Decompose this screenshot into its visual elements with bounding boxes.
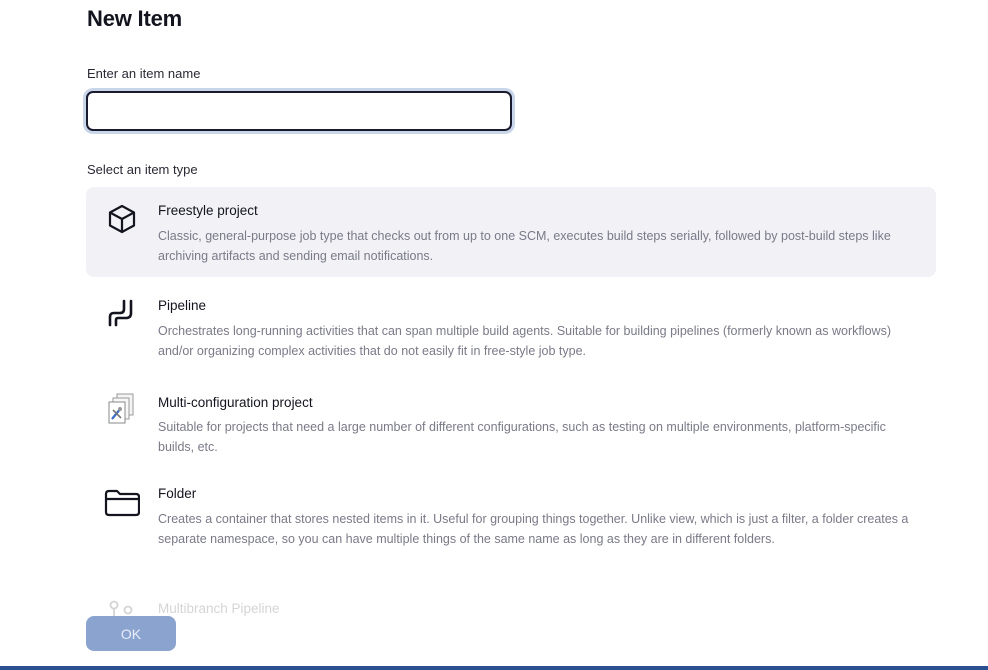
item-type-description: Classic, general-purpose job type that checks out from up to one SCM, executes build steps serially, followed by post-build steps like archiving artifacts and sending email notifications. bbox=[158, 229, 891, 263]
item-type-description: Creates a container that stores nested items in it. Useful for grouping things together. Unlike view, which is just a filter, a folder creates a separate namespace, so you can have multiple things of the same name as long as they are in different folders. bbox=[158, 512, 909, 546]
item-type-description: Orchestrates long-running activities that can span multiple build agents. Suitable for building pipelines (formerly known as workflows) and/or organizing complex activities that do not easily fit in free-style job type. bbox=[158, 324, 892, 358]
item-type-pipeline[interactable] bbox=[86, 285, 936, 365]
item-type-multibranch-pipeline[interactable] bbox=[86, 596, 936, 622]
item-type-title: Freestyle project bbox=[158, 203, 258, 218]
folder-icon bbox=[104, 484, 140, 520]
cube-icon bbox=[104, 201, 140, 237]
item-type-multi-configuration-project[interactable] bbox=[86, 380, 936, 460]
multi-config-icon bbox=[104, 390, 140, 426]
item-type-label: Select an item type bbox=[87, 162, 198, 177]
page-title: New Item bbox=[87, 6, 182, 31]
item-type-title: Pipeline bbox=[158, 298, 207, 313]
item-type-title: Multibranch Pipeline bbox=[158, 601, 280, 616]
item-type-title: Folder bbox=[158, 486, 197, 501]
item-type-description: Suitable for projects that need a large number of different configurations, such as testing on multiple environments, platform-specific builds, etc. bbox=[158, 420, 886, 454]
item-name-input[interactable] bbox=[86, 91, 512, 131]
bottom-edge-bar bbox=[0, 666, 988, 670]
item-type-freestyle-project[interactable] bbox=[86, 187, 936, 277]
item-type-folder[interactable] bbox=[86, 474, 936, 574]
item-name-label: Enter an item name bbox=[87, 66, 201, 81]
ok-button[interactable]: OK bbox=[86, 616, 176, 651]
pipeline-icon bbox=[104, 295, 140, 331]
item-type-title: Multi-configuration project bbox=[158, 395, 313, 410]
